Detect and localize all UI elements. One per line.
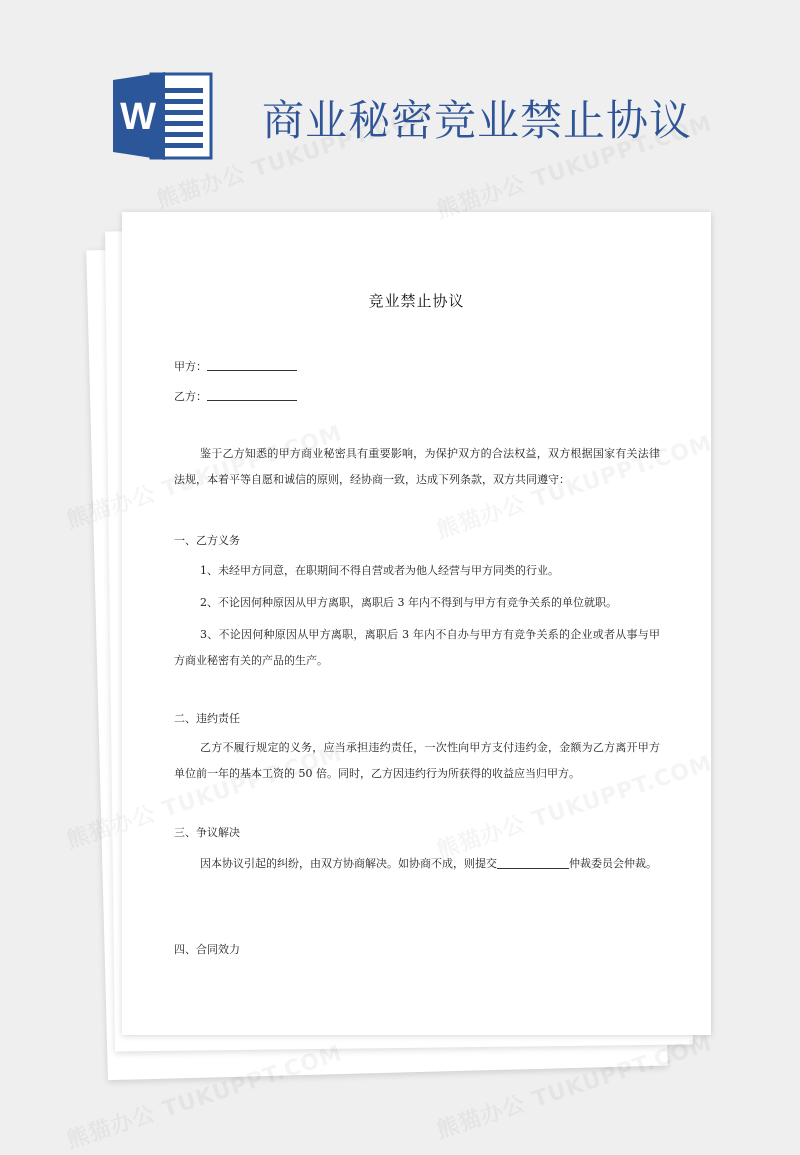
section-4-heading: 四、合同效力 — [174, 943, 240, 956]
party-b-line — [174, 388, 297, 404]
party-a-line — [174, 358, 297, 374]
section-1-heading: 一、乙方义务 — [174, 534, 240, 547]
arbitration-blank — [497, 856, 569, 869]
section-3-text-after: 仲裁委员会仲裁。 — [569, 857, 657, 870]
section-1-item-2: 2、不论因何种原因从甲方离职，离职后 3 年内不得到与甲方有竞争关系的单位就职。 — [200, 596, 617, 609]
intro-paragraph: 鉴于乙方知悉的甲方商业秘密具有重要影响，为保护双方的合法权益，双方根据国家有关法律法规，本着平等自愿和诚信的原则，经协商一致，达成下列条款，双方共同遵守： — [174, 447, 660, 486]
party-b-blank — [207, 399, 297, 401]
section-3-body — [174, 851, 660, 877]
section-2-body: 乙方不履行规定的义务，应当承担违约责任，一次性向甲方支付违约金，金额为乙方离开甲方单位前一年的基本工资的 50 倍。同时，乙方因违约行为所获得的收益应当归甲方。 — [174, 741, 660, 780]
section-1-item-1: 1、未经甲方同意，在职期间不得自营或者为他人经营与甲方同类的行业。 — [200, 564, 559, 577]
section-1-item-3: 3、不论因何种原因从甲方离职，离职后 3 年内不自办与甲方有竞争关系的企业或者从事与甲方商业秘密有关的产品的生产。 — [174, 628, 660, 667]
section-2-heading: 二、违约责任 — [174, 712, 240, 725]
svg-text:W: W — [120, 96, 156, 138]
party-a-blank — [207, 369, 297, 371]
party-a-label: 甲方： — [174, 360, 207, 373]
header-banner — [0, 0, 800, 200]
section-3-text-before: 因本协议引起的纠纷，由双方协商解决。如协商不成，则提交 — [200, 857, 497, 870]
section-3-heading: 三、争议解决 — [174, 826, 240, 839]
word-document-icon — [113, 72, 213, 160]
document-title: 竞业禁止协议 — [368, 292, 465, 310]
header-title: 商业秘密竞业禁止协议 — [262, 96, 693, 145]
party-b-label: 乙方： — [174, 390, 207, 403]
document-page — [122, 212, 711, 1035]
